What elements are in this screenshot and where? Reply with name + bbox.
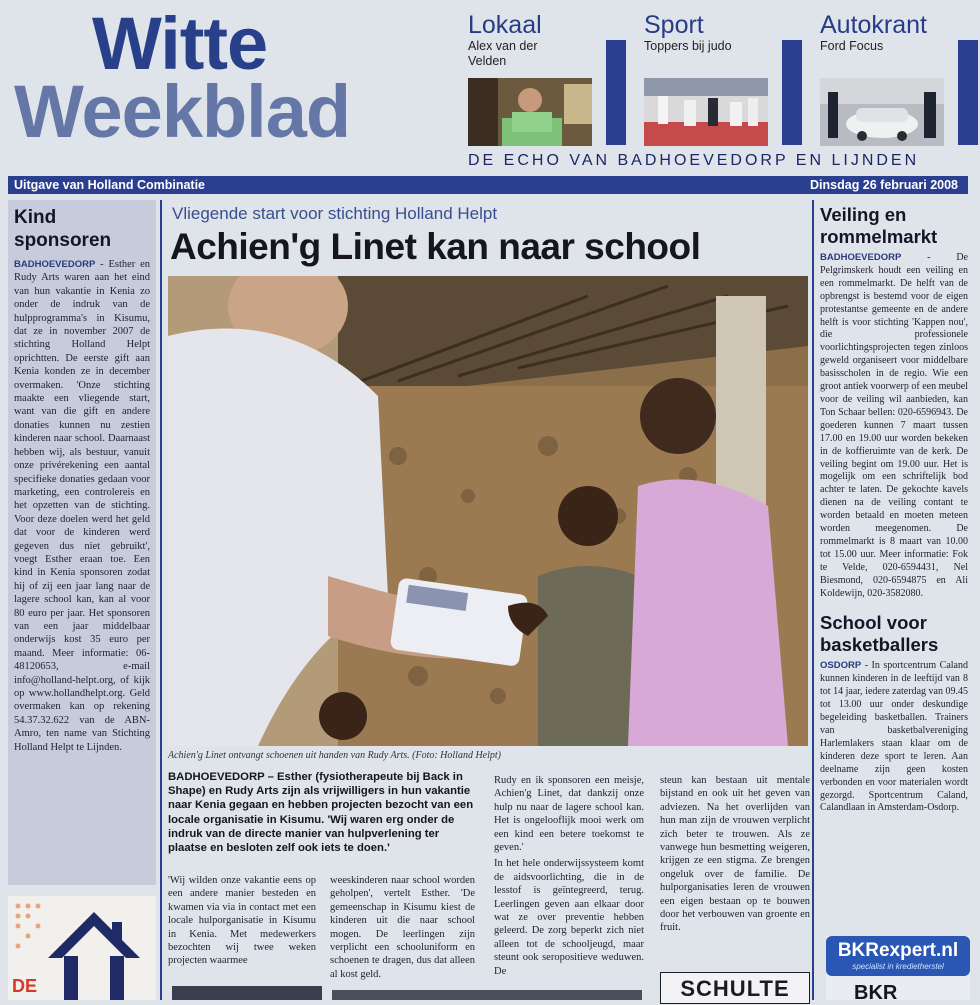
paragraph: weeskinderen naar school worden geholpen', vertelt Esther. 'De gemeenschap in Kisumu kiest de kinderen uit die naar school mogen. De leerlingen zijn verplicht een schooluniform en schoenen te dragen, dus dat alleen al kost geld. <box>330 875 475 980</box>
issue-date: Dinsdag 26 februari 2008 <box>810 178 958 192</box>
teaser-sport[interactable] <box>644 12 794 147</box>
right-article-2-text: - In sportcentrum Caland kunnen kinderen in de leeftijd van 8 tot 14 jaar, iedere zaterdag van 09.45 tot 13.00 uur onder deskundige begeleiding basketballen. Trainers van basketbalvereniging Harlemlakers staan klaar om de kinderen deze sport te leren. Aan deelname zijn geen kosten verbonden en voor materialen wordt gezorgd. Sportcentrum Caland, Calandlaan in Amsterdam-Osdorp. <box>820 660 968 814</box>
teaser-title: Sport <box>644 11 704 39</box>
dehuis-ad[interactable] <box>8 896 156 1000</box>
teaser-autokrant[interactable] <box>820 12 970 147</box>
teaser-lokaal[interactable] <box>468 12 618 147</box>
ad-image-strip <box>332 990 642 1000</box>
logo-line-2: Weekblad <box>14 70 351 153</box>
teaser-accent-bar <box>606 40 626 145</box>
logo-line-1: Witte <box>92 2 268 85</box>
bkrexpert-ad[interactable] <box>826 936 970 1004</box>
dehuis-label: DE <box>12 976 38 996</box>
main-kicker: Vliegende start voor stichting Holland Helpt <box>172 204 498 223</box>
right-article-2-body <box>820 660 968 815</box>
teaser-accent-bar <box>958 40 978 145</box>
teaser-title: Autokrant <box>820 11 928 39</box>
schulte-ad[interactable]: SCHULTE <box>660 972 810 1004</box>
right-article-1-dateline: BADHOEVEDORP <box>820 252 902 263</box>
bkrexpert-subtitle: specialist in kredietherstel <box>852 962 944 971</box>
newspaper-logo <box>14 4 394 154</box>
main-column-4 <box>660 774 810 938</box>
column-divider <box>160 200 162 1000</box>
edition-strip <box>8 176 968 194</box>
left-article-dateline: BADHOEVEDORP <box>14 259 96 270</box>
masthead-tagline: DE ECHO VAN BADHOEVEDORP EN LIJNDEN <box>468 152 920 169</box>
main-article-photo <box>168 276 808 746</box>
left-article-text: - Esther en Rudy Arts waren aan het eind van hun vakantie in Kenia zo onder de indruk van de hulpprogramma's in Kisumu, dat ze in november 2007 de stichting Holland Helpt oprichtten. De eerste gift aan Kenia konden ze in december overmaken. 'Onze stichting maakte een vliegende start, want van die gift en andere donaties kunnen nu zestien kinderen naar school. Daarnaast hebben wij, als bestuur, vanuit onze privérekening een aantal specifieke donaties gedaan voor marketing, een controlereis en het opzetten van de stichting. Voor deze doelen werd het geld dat voor de kinderen werd gegeven dus niet gebruikt', voegt Esther eraan toe. Een kind in Kenia sponsoren zodat hij of zij een jaar lang naar de lagere school kan, kan al voor 80 euro per jaar. Het sponsoren van een jaar middelbaar onderwijs kost 35 euro per maand. Meer informatie: 06-48120653, e-mail info@holland-helpt.org, of kijk op www.hollandhelpt.org. Geld overmaken kan op rekening 54.37.32.622 van de ABN-Amro, ten name van Stichting Holland Helpt te Lijnden. <box>14 259 150 753</box>
ad-image-strip <box>172 986 322 1000</box>
main-column-1 <box>168 874 316 971</box>
right-article-2-title: School voor basketballers <box>820 612 939 656</box>
main-headline: Achien'g Linet kan naar school <box>170 226 701 267</box>
teaser-photo-autokrant <box>820 78 944 146</box>
bkrexpert-badge: BKRexpert.nl <box>826 936 970 976</box>
teaser-subtitle: Toppers bij judo <box>644 39 732 53</box>
paragraph: steun kan bestaan uit mentale bijstand en ook uit het geven van adviezen. Na het overlijden van hun man zijn de vrouwen verplicht zich beter te trouwen. Als ze vanwege hun besmetting weigeren, krijgen ze een stigma. Ze brengen ongeluk over de familie. De hulporganisaties leren de vrouwen een eigen bestaan op te bouwen door het verbouwen van groente en fruit. <box>660 775 810 934</box>
paragraph: Rudy en ik sponsoren een meisje, Achien'g Linet, dat dankzij onze hulp nu naar de lagere school kan. Het is ongelooflijk mooi werk om een kind een betere toekomst te geven.' <box>494 775 644 854</box>
right-article-1-text: - De Pelgrimskerk houdt een veiling en een rommelmarkt. De helft van de opbrengst is bestemd voor de eigen protestantse gemeente en de andere helft is voor stichting 'Kappen nou', die professionele voorlichtingsprojecten tegen zinloos geweld organiseert voor middelbare basisscholen in de regio. Wie een groot antiek voorwerp of een meubel voor de veiling wil aanbieden, kan Ton Schaar bellen: 020-6596943. De goederen kunnen 7 maart tussen 17.00 en 19.00 uur worden bekeken in de koffieruimte van de kerk. De veiling begint om 19.00 uur. Het is mogelijk om een schriftelijk bod achter te laten. De gekochte kavels dienen na de veiling contant te worden betaald en moeten meteen worden meegenomen. De rommelmarkt is 8 maart van 10.00 tot 15.00 uur. Meer informatie: Fok te Velde, 020-6594431, Nel Biesmond, 020-6594875 en Ali Koldewijn, 020-3582080. <box>820 252 969 599</box>
teaser-accent-bar <box>782 40 802 145</box>
right-article-1-title: Veiling en rommelmarkt <box>820 204 938 247</box>
left-article-body <box>14 258 150 754</box>
teaser-subtitle: Alex van der Velden <box>468 39 538 68</box>
right-column <box>816 200 972 1000</box>
photo-caption: Achien'g Linet ontvangt schoenen uit handen van Rudy Arts. (Foto: Holland Helpt) <box>168 750 502 761</box>
right-article-2-dateline: OSDORP <box>820 660 862 672</box>
paragraph: In het hele onderwijssysteem komt de aidsvoorlichting, die in de lesstof is geïntegreerd, terug. Leerlingen geven aan elkaar door wat ze over preventie hebben geleerd. De zorg beperkt zich niet alleen tot de schooljeugd, maar steunt ook seropositieve weduwen. De <box>494 858 644 977</box>
right-article-1-body <box>820 252 968 600</box>
column-divider <box>812 200 814 1000</box>
teaser-photo-lokaal <box>468 78 592 146</box>
left-article-title: Kind sponsoren <box>14 207 112 251</box>
left-article <box>8 200 156 885</box>
teaser-title: Lokaal <box>468 11 542 39</box>
teaser-photo-sport <box>644 78 768 146</box>
main-lead: BADHOEVEDORP – Esther (fysiotherapeute bij Back in Shape) en Rudy Arts zijn als vrijwilligers in hun vakantie naar Kenia gegaan en hebben projecten bezocht van een locale organisatie in Kisumu. 'Wij waren erg onder de indruk van de directe manier van hulpverlening ter plaatse en besloten zelf ook iets te doen.' <box>168 771 474 855</box>
main-column-3 <box>494 774 644 981</box>
teaser-subtitle: Ford Focus <box>820 39 884 53</box>
paragraph: 'Wij wilden onze vakantie eens op een andere manier besteden en kwamen via via in contact met een locale hulporganisatie in Kisumu in Kenia. Met medewerkers bezochten wij twee weken projecten waarmee <box>168 875 316 967</box>
bkr-label: BKR <box>854 982 898 1004</box>
publisher-label: Uitgave van Holland Combinatie <box>14 178 206 192</box>
main-column-2 <box>330 874 475 984</box>
